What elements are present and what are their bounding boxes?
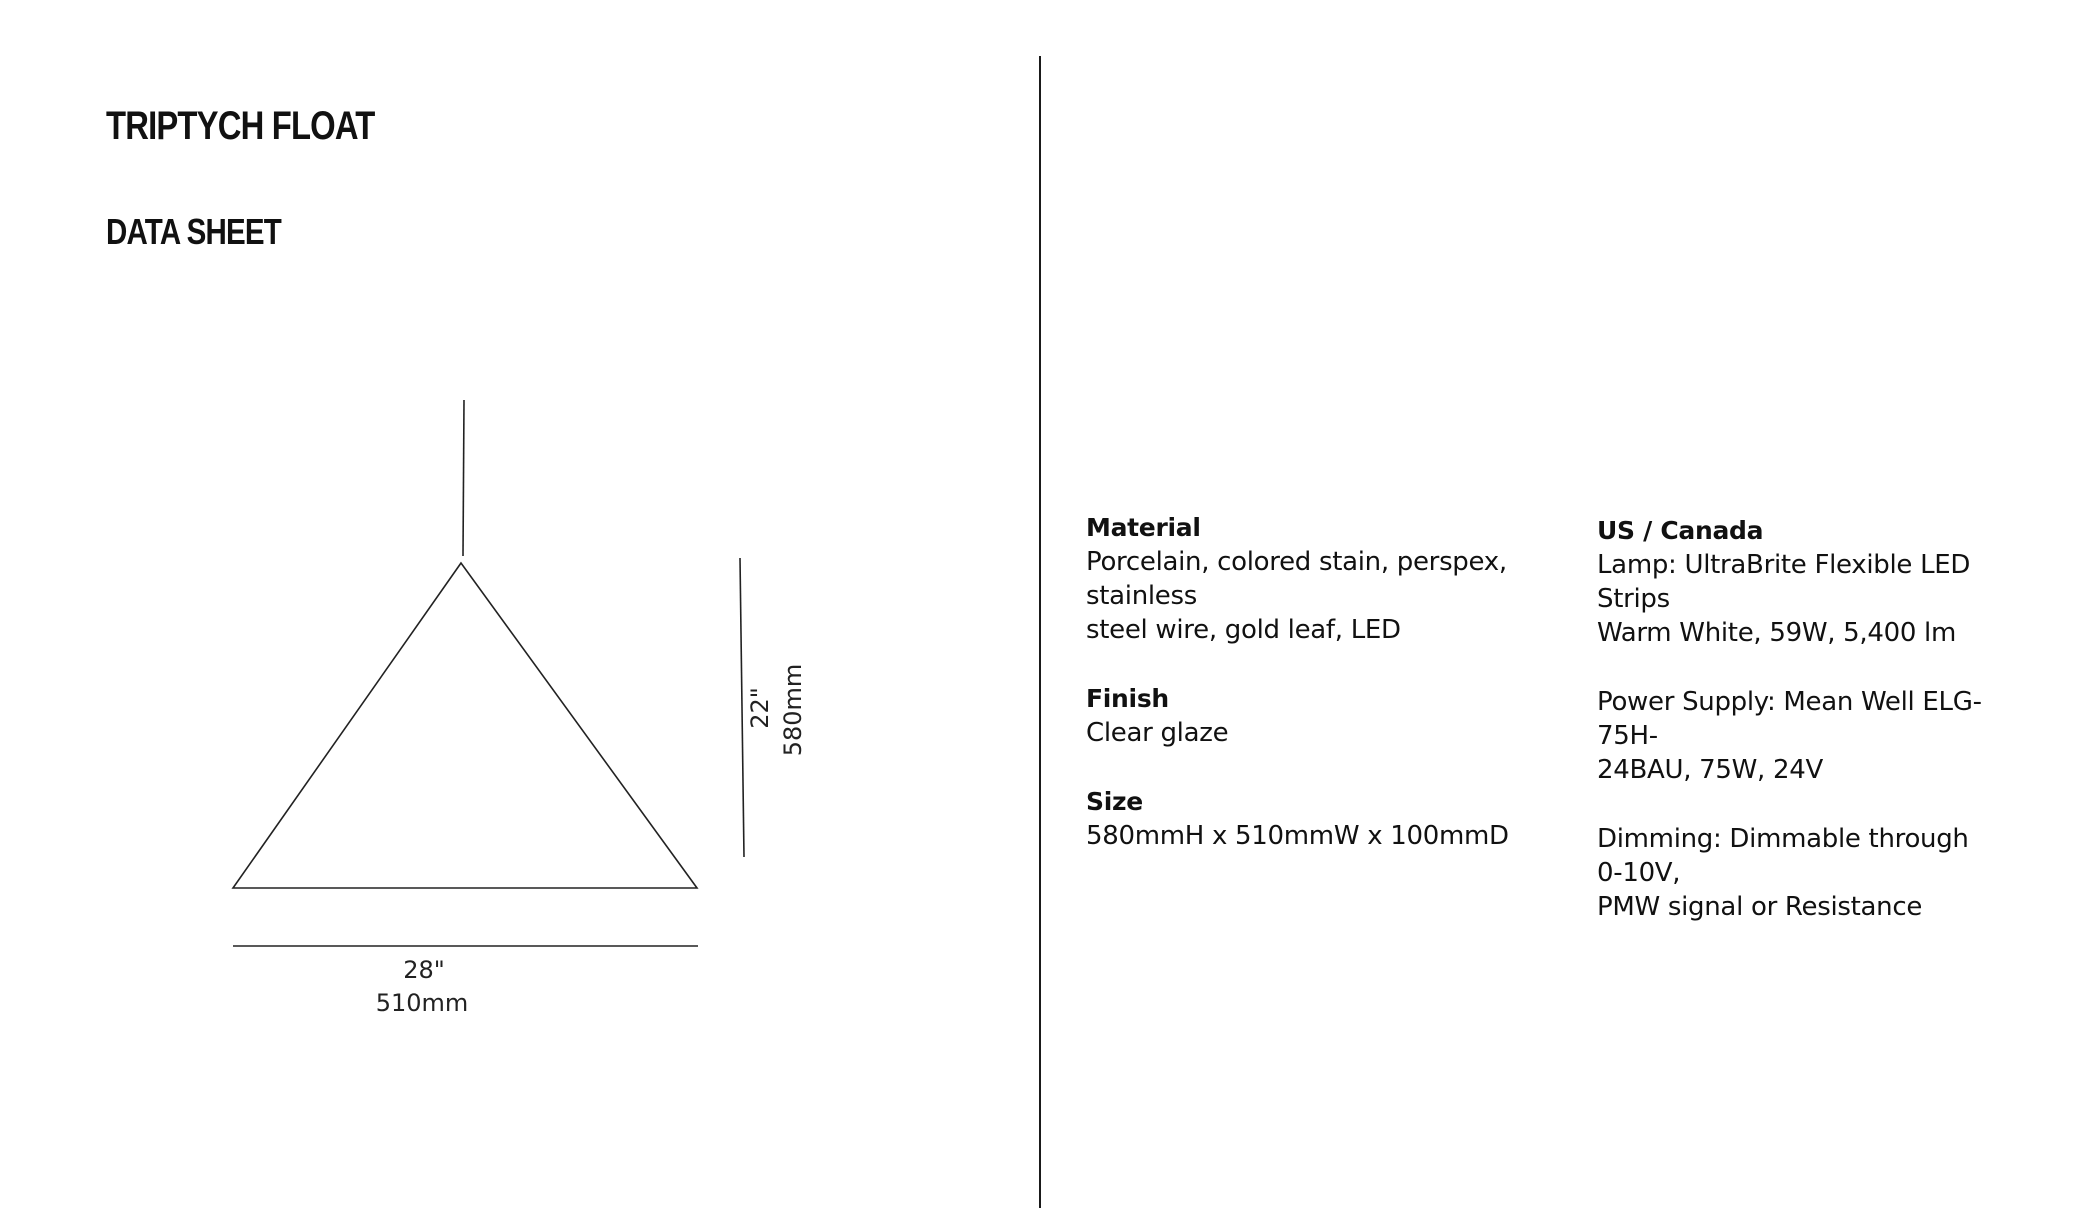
power-line-2: 24BAU, 75W, 24V <box>1597 755 1823 785</box>
material-heading: Material <box>1086 513 1201 542</box>
finish-heading: Finish <box>1086 684 1169 713</box>
finish-spec <box>1086 682 1566 750</box>
lamp-spec <box>1597 514 1997 650</box>
lamp-line-1: Lamp: UltraBrite Flexible LED Strips <box>1597 550 1971 614</box>
material-line-2: steel wire, gold leaf, LED <box>1086 615 1401 645</box>
product-drawing <box>0 0 1039 1208</box>
suspension-wire <box>463 400 464 556</box>
material-spec <box>1086 511 1566 647</box>
power-line-1: Power Supply: Mean Well ELG-75H- <box>1597 687 1982 751</box>
size-heading: Size <box>1086 787 1143 816</box>
width-metric-label: 510mm <box>375 989 469 1017</box>
page-subtitle: DATA SHEET <box>106 211 281 252</box>
finish-line-1: Clear glaze <box>1086 718 1229 748</box>
specs-left-column <box>1086 511 1566 888</box>
dimming-line-2: PMW signal or Resistance <box>1597 892 1923 922</box>
material-line-1: Porcelain, colored stain, perspex, stainless <box>1086 547 1507 611</box>
lamp-line-2: Warm White, 59W, 5,400 lm <box>1597 618 1957 648</box>
width-imperial-label: 28" <box>403 956 445 984</box>
vertical-divider <box>1039 56 1041 1208</box>
height-imperial-label: 22" <box>746 687 774 729</box>
triangle-outline <box>233 563 697 888</box>
page-title: TRIPTYCH FLOAT <box>106 104 375 148</box>
dimming-spec <box>1597 822 1997 924</box>
specs-right-column <box>1597 514 1997 959</box>
height-metric-label: 580mm <box>779 663 807 757</box>
size-line-1: 580mmH x 510mmW x 100mmD <box>1086 821 1509 851</box>
dimming-line-1: Dimming: Dimmable through 0-10V, <box>1597 824 1969 888</box>
size-spec <box>1086 785 1566 853</box>
height-dimension-line <box>740 558 744 857</box>
power-supply-spec <box>1597 685 1997 787</box>
region-heading: US / Canada <box>1597 516 1764 545</box>
